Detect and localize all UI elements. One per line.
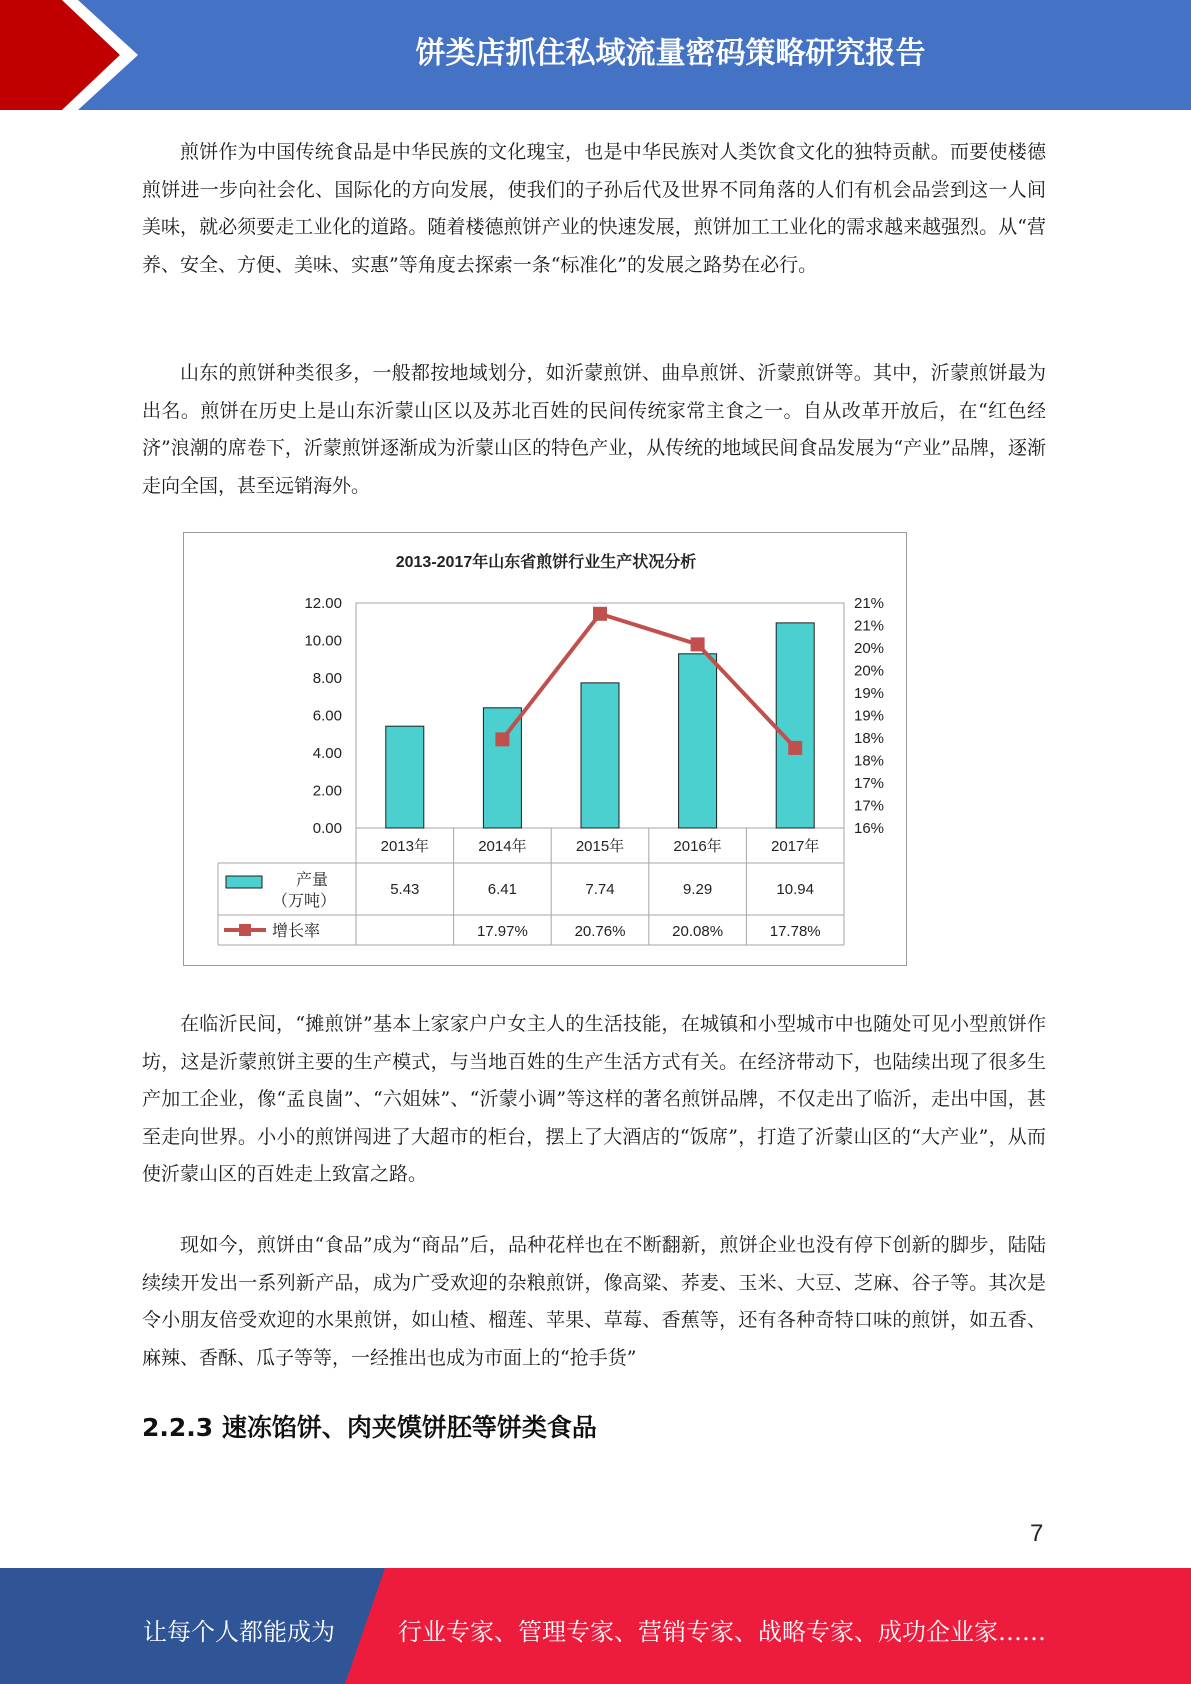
growth-rate-marker bbox=[593, 607, 607, 621]
bar-production bbox=[776, 623, 814, 828]
x-tick-label: 2013年 bbox=[380, 838, 429, 855]
footer-slogan-left: 让每个人都能成为 bbox=[143, 1618, 335, 1646]
data-label-growth: 20.08% bbox=[672, 923, 724, 940]
y-right-tick-label: 20% bbox=[854, 662, 885, 680]
production-chart bbox=[183, 532, 907, 966]
legend-label-growth: 增长率 bbox=[271, 923, 321, 940]
legend-label-production: 产量 bbox=[295, 872, 329, 889]
data-label-production: 5.43 bbox=[390, 881, 420, 898]
y-right-tick-label: 18% bbox=[854, 730, 885, 747]
y-right-tick-label: 17% bbox=[854, 797, 885, 815]
data-label-production: 7.74 bbox=[585, 881, 615, 898]
y-left-tick-label: 0.00 bbox=[312, 820, 342, 837]
chart-canvas bbox=[184, 533, 908, 967]
paragraph-2: 山东的煎饼种类很多，一般都按地域划分，如沂蒙煎饼、曲阜煎饼、沂蒙煎饼等。其中，沂蒙煎饼最为出名。煎饼在历史上是山东沂蒙山区以及苏北百姓的民间传统家常主食之一。自从改革开放后，在“红色经济”浪潮的席卷下，沂蒙煎饼逐渐成为沂蒙山区的特色产业，从传统的地域民间食品发展为“产业”品牌，逐渐走向全国，甚至远销海外。 bbox=[142, 362, 1046, 497]
data-label-production: 9.29 bbox=[682, 881, 713, 898]
y-right-tick-label: 17% bbox=[854, 775, 885, 792]
data-label-growth: 20.76% bbox=[574, 923, 626, 940]
y-right-tick-label: 19% bbox=[854, 707, 885, 725]
legend-key-production bbox=[226, 876, 262, 888]
page-footer bbox=[0, 1568, 1191, 1684]
bar-production bbox=[386, 726, 424, 828]
paragraph-1: 煎饼作为中国传统食品是中华民族的文化瑰宝，也是中华民族对人类饮食文化的独特贡献。而要使楼德煎饼进一步向社会化、国际化的方向发展，使我们的子孙后代及世界不同角落的人们有机会品尝到这一人间美味，就必须要走工业化的道路。随着楼德煎饼产业的快速发展，煎饼加工工业化的需求越来越强烈。从“营养、安全、方便、美味、实惠”等角度去探索一条“标准化”的发展之路势在必行。 bbox=[142, 141, 1046, 276]
y-right-tick-label: 19% bbox=[854, 685, 885, 702]
chart-title: 2013-2017年山东省煎饼行业生产状况分析 bbox=[395, 554, 697, 571]
data-label-growth: 17.78% bbox=[769, 923, 821, 940]
y-right-tick-label: 21% bbox=[854, 595, 885, 612]
bar-production bbox=[483, 708, 521, 828]
y-left-tick-label: 6.00 bbox=[312, 707, 342, 725]
page-header bbox=[0, 0, 1191, 110]
growth-rate-marker bbox=[788, 741, 802, 755]
data-label-production: 6.41 bbox=[487, 881, 518, 898]
x-tick-label: 2014年 bbox=[478, 838, 527, 855]
y-left-tick-label: 8.00 bbox=[312, 670, 342, 687]
document-title: 饼类店抓住私域流量密码策略研究报告 bbox=[415, 36, 926, 71]
footer-slogan-right: 行业专家、管理专家、营销专家、战略专家、成功企业家…… bbox=[398, 1618, 1046, 1646]
bar-production bbox=[679, 654, 717, 828]
y-left-tick-label: 12.00 bbox=[304, 595, 342, 612]
x-tick-label: 2016年 bbox=[673, 838, 722, 855]
paragraph-4: 现如今，煎饼由“食品”成为“商品”后，品种花样也在不断翻新，煎饼企业也没有停下创新的脚步，陆陆续续开发出一系列新产品，成为广受欢迎的杂粮煎饼，像高粱、荞麦、玉米、大豆、芝麻、谷子等。其次是令小朋友倍受欢迎的水果煎饼，如山楂、榴莲、苹果、草莓、香蕉等，还有各种奇特口味的煎饼，如五香、麻辣、香酥、瓜子等等，一经推出也成为市面上的“抢手货” bbox=[142, 1234, 1046, 1369]
legend-label-production-unit: （万吨） bbox=[271, 893, 337, 910]
y-right-tick-label: 16% bbox=[854, 820, 885, 837]
y-right-tick-label: 21% bbox=[854, 617, 885, 635]
growth-rate-marker bbox=[691, 637, 705, 651]
growth-rate-marker bbox=[495, 732, 509, 746]
growth-rate-line bbox=[502, 614, 795, 748]
data-label-production: 10.94 bbox=[776, 881, 814, 898]
bar-production bbox=[581, 683, 619, 828]
y-left-tick-label: 2.00 bbox=[312, 782, 342, 800]
legend-key-growth-marker bbox=[239, 924, 251, 936]
y-right-tick-label: 18% bbox=[854, 752, 885, 770]
y-left-tick-label: 4.00 bbox=[312, 745, 342, 762]
section-heading: 2.2.3 速冻馅饼、肉夹馍饼胚等饼类食品 bbox=[142, 1413, 597, 1442]
data-label-growth: 17.97% bbox=[476, 923, 528, 940]
page-number: 7 bbox=[1030, 1520, 1044, 1547]
y-right-tick-label: 20% bbox=[854, 640, 885, 657]
x-tick-label: 2015年 bbox=[575, 838, 625, 855]
paragraph-3: 在临沂民间，“摊煎饼”基本上家家户户女主人的生活技能，在城镇和小型城市中也随处可见小型煎饼作坊，这是沂蒙煎饼主要的生产模式，与当地百姓的生产生活方式有关。在经济带动下，也陆续出现了很多生产加工企业，像“孟良崮”、“六姐妹”、“沂蒙小调”等这样的著名煎饼品牌，不仅走出了临沂，走出中国，甚至走向世界。小小的煎饼闯进了大超市的柜台，摆上了大酒店的“饭席”，打造了沂蒙山区的“大产业”，从而使沂蒙山区的百姓走上致富之路。 bbox=[142, 1013, 1046, 1186]
y-left-tick-label: 10.00 bbox=[304, 632, 342, 650]
x-tick-label: 2017年 bbox=[771, 838, 820, 855]
